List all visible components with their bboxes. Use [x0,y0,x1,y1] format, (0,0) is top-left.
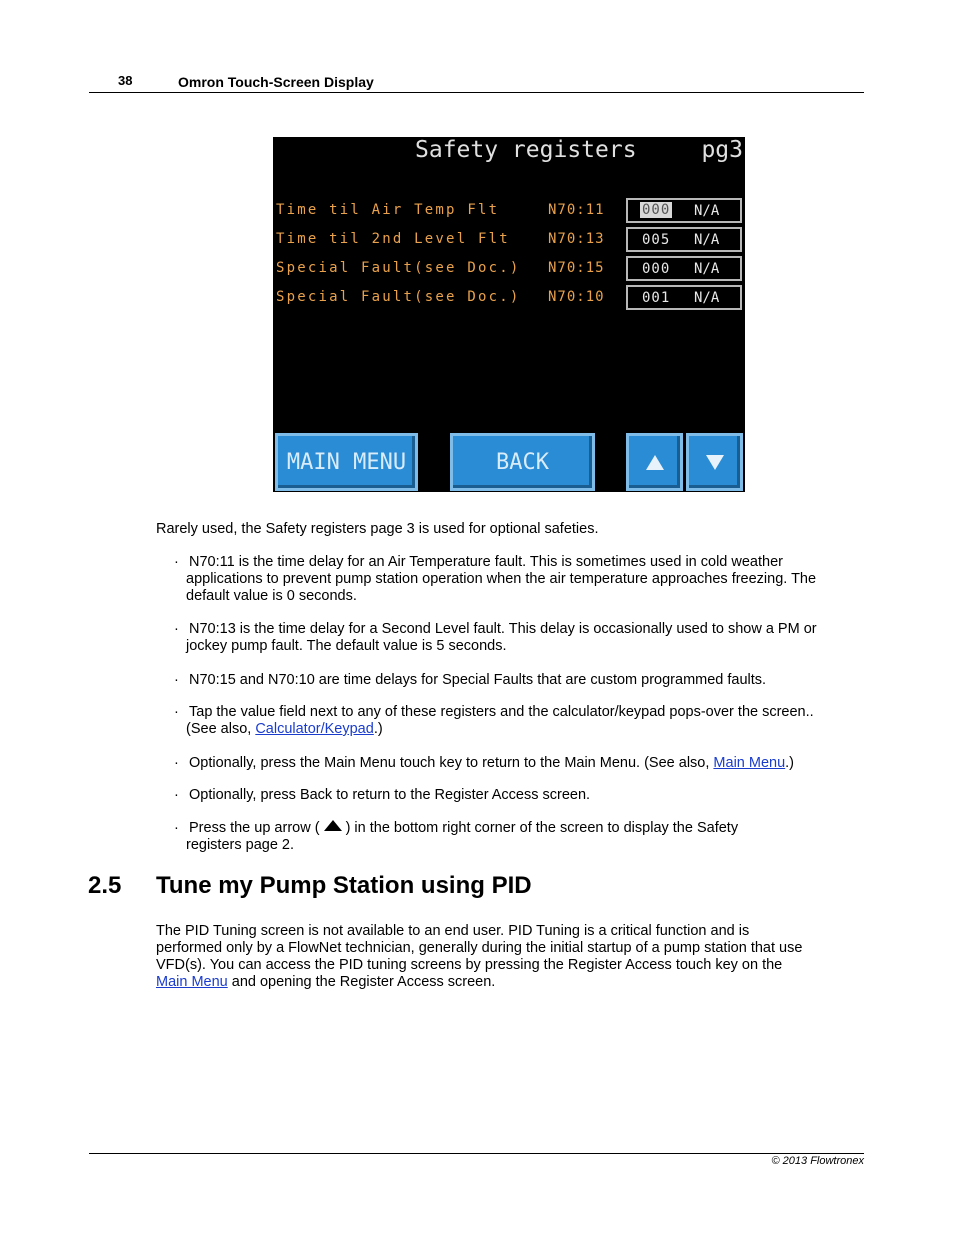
text-run: .) [373,721,383,737]
intro-paragraph: Rarely used, the Safety registers page 3 is used for optional safeties. [156,521,599,537]
register-label: Time til Air Temp Flt [276,202,500,218]
register-unit: N/A [694,290,720,306]
register-value-field[interactable] [626,285,742,310]
list-item-line: Optionally, press Back to return to the Register Access screen. [189,787,591,803]
list-item [186,704,866,738]
paragraph-line: The PID Tuning screen is not available to an end user. PID Tuning is a critical function and is [156,923,750,939]
scroll-down-button[interactable] [686,433,743,491]
text-run: (See also, [186,721,256,737]
bullet-marker: · [174,704,179,720]
list-item-line: N70:13 is the time delay for a Second Level fault. This delay is occasionally used to show a PM or [189,621,817,637]
section-number: 2.5 [88,872,122,899]
list-item [186,820,866,854]
bullet-marker: · [174,820,179,836]
register-value-field[interactable] [626,256,742,281]
register-label: Special Fault(see Doc.) [276,260,521,276]
register-label: Special Fault(see Doc.) [276,289,521,305]
register-value-field[interactable] [626,198,742,223]
list-item-line: registers page 2. [186,837,295,853]
list-item [186,554,866,605]
list-item-line [186,721,866,738]
list-item [186,787,866,804]
list-item [186,672,866,689]
text-run: Press the up arrow ( [189,820,320,836]
bullet-marker: · [174,755,179,771]
register-value: 000 [642,261,671,277]
register-unit: N/A [694,261,720,277]
page-number: 38 [118,73,133,88]
main-menu-button[interactable] [275,433,418,491]
list-item [186,755,866,772]
register-value-field[interactable] [626,227,742,252]
screen-page-indicator: pg3 [701,137,743,163]
register-value: 001 [642,290,671,306]
main-menu-button-label: MAIN MENU [286,449,407,475]
register-code: N70:11 [548,202,605,218]
register-code: N70:15 [548,260,605,276]
header-title: Omron Touch-Screen Display [178,74,374,90]
register-value: 000 [642,202,671,218]
footer-divider [89,1153,864,1154]
paragraph-line: performed only by a FlowNet technician, generally during the initial startup of a pump station that use [156,940,803,956]
bullet-marker: · [174,787,179,803]
back-button-label: BACK [496,449,549,475]
paragraph-line [156,974,856,991]
register-code: N70:13 [548,231,605,247]
register-code: N70:10 [548,289,605,305]
register-value: 005 [642,232,671,248]
section-title: Tune my Pump Station using PID [156,872,532,899]
list-item-line: N70:11 is the time delay for an Air Temperature fault. This is sometimes used in cold weather [189,554,783,570]
bullet-marker: · [174,672,179,688]
list-item-line: N70:15 and N70:10 are time delays for Special Faults that are custom programmed faults. [189,672,767,688]
register-unit: N/A [694,232,720,248]
scroll-up-button[interactable] [626,433,683,491]
arrow-up-icon [324,820,342,831]
list-item [186,621,866,655]
back-button[interactable] [450,433,595,491]
text-run: Optionally, press the Main Menu touch key to return to the Main Menu. (See also, [189,755,714,771]
arrow-up-icon [646,455,664,470]
list-item-line [186,820,866,837]
touchscreen-screenshot [273,137,745,492]
text-run: ) in the bottom right corner of the screen to display the Safety [345,820,739,836]
list-item-line: default value is 0 seconds. [186,588,357,604]
bullet-marker: · [174,621,179,637]
bullet-marker: · [174,554,179,570]
section-paragraph [156,923,856,991]
list-item-line [186,755,866,772]
footer-copyright: © 2013 Flowtronex [771,1155,864,1167]
text-run: .) [785,755,795,771]
register-unit: N/A [694,203,720,219]
text-run: and opening the Register Access screen. [227,974,496,990]
calculator-keypad-link[interactable]: Calculator/Keypad [255,721,374,737]
main-menu-link[interactable]: Main Menu [713,755,786,771]
list-item-line: jockey pump fault. The default value is 5 seconds. [186,638,507,654]
paragraph-line: VFD(s). You can access the PID tuning screens by pressing the Register Access touch key on the [156,957,783,973]
header-divider [89,92,864,93]
main-menu-link[interactable]: Main Menu [156,974,228,990]
list-item-line: applications to prevent pump station operation when the air temperature approaches freezing. The [186,571,817,587]
arrow-down-icon [706,455,724,470]
screen-title: Safety registers [415,137,637,163]
register-label: Time til 2nd Level Flt [276,231,510,247]
list-item-line: Tap the value field next to any of these registers and the calculator/keypad pops-over the screen.. [189,704,814,720]
